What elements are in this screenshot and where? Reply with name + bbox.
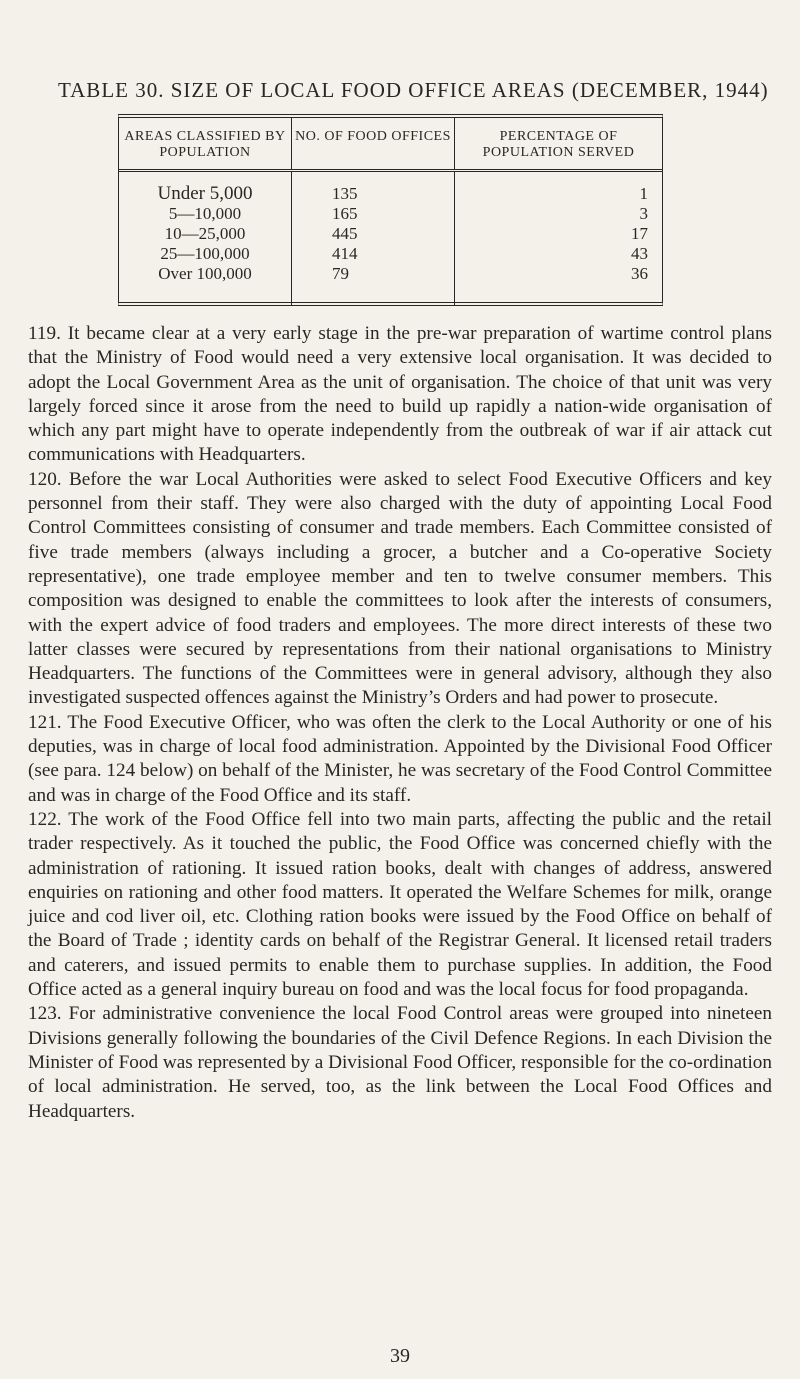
table-cell: 10—25,000 [164, 224, 246, 243]
body-text [28, 322, 772, 1124]
column-offices [291, 172, 454, 305]
paragraph-122: 122. The work of the Food Office fell into two main parts, affecting the public and the retail trader respectively. As it touched the public, the Food Office was concerned chiefly with the administration of rationing. It issued ration books, dealt with changes of address, answered enquiries on rationing and other food matters. It operated the Welfare Schemes for milk, orange juice and cod liver oil, etc. Clothing ration books were issued by the Food Office on behalf of the Board of Trade ; identity cards on behalf of the Registrar General. It licensed retail traders and caterers, and issued permits to enable them to purchase supplies. In addition, the Food Office acted as a general inquiry bureau on food and was the local focus for food propaganda. [28, 808, 772, 1001]
table-cell: 414 [332, 244, 358, 263]
table-cell: Under 5,000 [157, 183, 253, 204]
table-cell: 1 [639, 184, 648, 203]
table-cell: 3 [639, 204, 648, 223]
table-cell: 79 [332, 264, 349, 283]
table-cell: Over 100,000 [158, 264, 252, 283]
food-office-table [118, 114, 663, 306]
table-header-row [119, 118, 662, 172]
paragraph-120: 120. Before the war Local Authorities were asked to select Food Executive Officers and key personnel from their staff. They were also charged with the duty of appointing Local Food Control Committees consisting of consumer and trade members. Each Committee consisted of five trade members (always including a grocer, a butcher and a Co-operative Society representative), one trade employee member and ten to twelve consumer members. This composition was designed to enable the committees to look after the interests of consumers, with the expert advice of food traders and employees. The more direct interests of these two latter classes were secured by representations from their national organisations to Ministry Headquarters. The functions of the Committees were in general advisory, although they also investigated suspected offences against the Ministry’s Orders and had power to prosecute. [28, 468, 772, 709]
header-percentage: PERCENTAGE OF POPULATION SERVED [454, 118, 662, 169]
table-cell: 5—10,000 [168, 204, 242, 223]
paragraph-119: 119. It became clear at a very early stage in the pre-war preparation of wartime control plans that the Ministry of Food would need a very extensive local organisation. It was decided to adopt the Local Government Area as the unit of organisation. The choice of that unit was very largely forced since it arose from the need to build up rapidly a nation-wide organisation of which any part might have to operate independently from the outbreak of war if air attack cut communications with Headquarters. [28, 323, 772, 466]
table-cell: 165 [332, 204, 358, 223]
table-cell: 135 [332, 184, 358, 203]
table-cell: 445 [332, 224, 358, 243]
table-cell: 43 [631, 244, 648, 263]
page-number: 39 [390, 1345, 410, 1367]
paragraph-121: 121. The Food Executive Officer, who was often the clerk to the Local Authority or one of his deputies, was in charge of local food administration. Appointed by the Divisional Food Officer (see para. 124 below) on behalf of the Minister, he was secretary of the Food Control Committee and was in charge of the Food Office and its staff. [28, 711, 772, 806]
header-areas: AREAS CLASSIFIED BY POPULATION [124, 129, 286, 160]
column-percentage [454, 172, 662, 305]
header-offices: NO. OF FOOD OFFICES [291, 118, 454, 169]
table-body [119, 172, 662, 305]
table-title: TABLE 30. SIZE OF LOCAL FOOD OFFICE AREAS (DECEMBER, 1944) [58, 78, 769, 102]
paragraph-123: 123. For administrative convenience the local Food Control areas were grouped into nineteen Divisions generally following the boundaries of the Civil Defence Regions. In each Division the Minister of Food was represented by a Divisional Food Officer, responsible for the co-ordination of local administration. He served, too, as the link between the Local Food Offices and Headquarters. [28, 1003, 772, 1122]
table-cell: 17 [631, 224, 648, 243]
table-cell: 36 [631, 264, 648, 283]
table-cell: 25—100,000 [160, 244, 250, 263]
column-areas [119, 172, 291, 305]
